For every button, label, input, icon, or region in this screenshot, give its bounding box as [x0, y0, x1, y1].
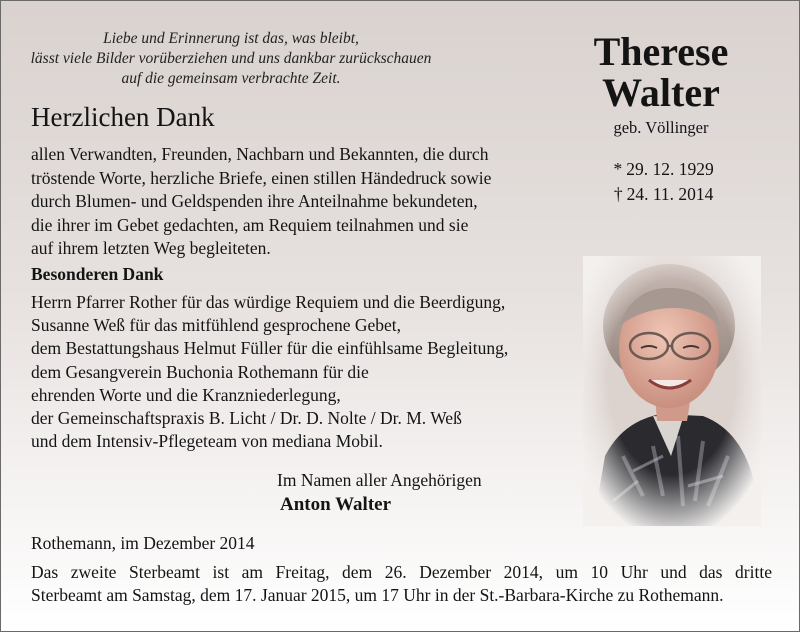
motto-line: auf die gemeinsam verbrachte Zeit.	[121, 70, 341, 87]
signature-intro: Im Namen aller Angehörigen	[277, 470, 482, 490]
special-thanks-heading: Besonderen Dank	[31, 264, 164, 284]
special-thanks-paragraph	[31, 291, 508, 453]
signature-name: Anton Walter	[280, 494, 392, 515]
maiden-name: geb. Völlinger	[613, 118, 709, 137]
motto-line: lässt viele Bilder vorüberziehen und uns dankbar zurückschauen	[30, 50, 432, 67]
special-thanks-line: Susanne Weß für das mitfühlend gesprochene Gebet,	[31, 315, 402, 336]
motto-verse	[21, 29, 441, 89]
birth-star-icon: *	[613, 159, 623, 179]
portrait-photo	[583, 256, 761, 526]
death-row	[561, 182, 761, 207]
life-dates	[561, 157, 761, 207]
service-notice	[31, 561, 772, 607]
special-thanks-line: dem Gesangverein Buchonia Rothemann für die	[31, 361, 369, 382]
special-thanks-line: Herrn Pfarrer Rother für das würdige Requiem und die Beerdigung,	[31, 292, 506, 312]
special-thanks-line: der Gemeinschaftspraxis B. Licht / Dr. D. Nolte / Dr. M. Weß	[31, 408, 462, 429]
deceased-first-name: Therese	[593, 29, 729, 74]
service-notice-line: Sterbeamt am Samstag, dem 17. Januar 2015, um 17 Uhr in der St.-Barbara-Kirche zu Rothemann.	[31, 585, 724, 605]
place-date: Rothemann, im Dezember 2014	[31, 533, 255, 553]
thanks-paragraph	[31, 143, 491, 261]
special-thanks-line: dem Bestattungshaus Helmut Füller für die einfühlsame Begleitung,	[31, 338, 509, 359]
special-thanks-line: ehrenden Worte und die Kranzniederlegung,	[31, 384, 341, 405]
motto-line: Liebe und Erinnerung ist das, was bleibt,	[103, 30, 359, 47]
thanks-line: allen Verwandten, Freunden, Nachbarn und Bekannten, die durch	[31, 144, 489, 164]
deceased-name	[561, 31, 761, 113]
birth-date: 29. 12. 1929	[626, 159, 714, 179]
thanks-line: tröstende Worte, herzliche Briefe, einen stillen Händedruck sowie	[31, 167, 492, 188]
thanks-line: durch Blumen- und Geldspenden ihre Anteilnahme bekundeten,	[31, 191, 478, 211]
thanks-line: auf ihrem letzten Weg begleiteten.	[31, 238, 271, 258]
thanks-line: die ihrer im Gebet gedachten, am Requiem teilnahmen und sie	[31, 214, 469, 235]
birth-row	[561, 157, 761, 182]
special-thanks-line: und dem Intensiv-Pflegeteam von mediana Mobil.	[31, 431, 383, 452]
thanks-heading: Herzlichen Dank	[31, 102, 215, 132]
death-date: 24. 11. 2014	[626, 184, 714, 204]
service-notice-line: Das zweite Sterbeamt ist am Freitag, dem 26. Dezember 2014, um 10 Uhr und das dritte	[31, 562, 772, 582]
deceased-last-name: Walter	[602, 70, 720, 115]
death-cross-icon: †	[613, 184, 623, 204]
